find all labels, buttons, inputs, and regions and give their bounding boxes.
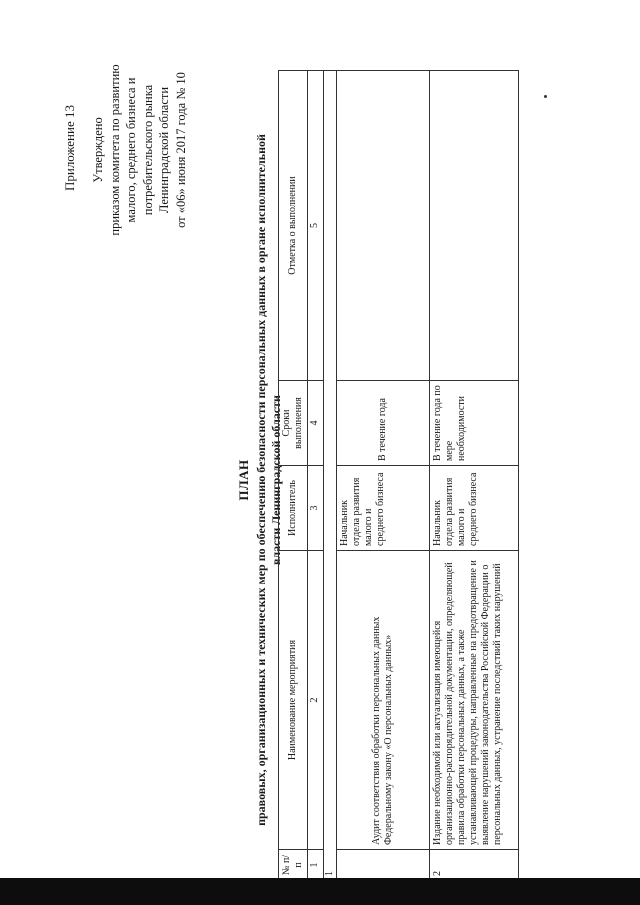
- row-term: В течение года по мере необходимости: [430, 381, 519, 466]
- header-mark: Отметка о выполнении: [279, 71, 308, 381]
- column-number: 1: [308, 850, 324, 881]
- row-name: Аудит соответствия обработки персональных данных Федеральному закону «О персональных данных»: [337, 551, 430, 850]
- header-name: Наименование мероприятия: [279, 551, 308, 850]
- row-number: 2: [430, 850, 519, 881]
- row-number: [337, 850, 430, 881]
- section-number: 1: [324, 71, 337, 881]
- column-number: 5: [308, 71, 324, 381]
- approval-line: малого, среднего бизнеса и: [124, 77, 138, 223]
- column-number: 3: [308, 466, 324, 551]
- header-term: Сроки выполнения: [279, 381, 308, 466]
- scan-edge-bar: [0, 878, 640, 905]
- row-term: В течение года: [337, 381, 430, 466]
- approval-block: [90, 50, 189, 250]
- table-row: [337, 71, 430, 881]
- row-mark: [337, 71, 430, 381]
- plan-subtitle: правовых, организационных и технических мер по обеспечению безопасности персональных данных в органе исполнительной власти Ленинградской области: [254, 134, 283, 826]
- row-mark: [430, 71, 519, 381]
- approval-line: от «06» июня 2017 года № 10: [173, 72, 188, 228]
- rotated-document-page: [40, 64, 600, 890]
- column-number-row: [308, 71, 324, 881]
- column-number: 4: [308, 381, 324, 466]
- section-row: [324, 71, 337, 881]
- plan-table: [278, 70, 519, 881]
- table-row: [430, 71, 519, 881]
- row-executor: Начальник отдела развития малого и среднего бизнеса: [337, 466, 430, 551]
- scan-speck: [544, 95, 547, 98]
- approval-line: приказом комитета по развитию: [107, 64, 122, 236]
- table-header-row: [279, 71, 308, 881]
- header-number: № п/п: [279, 850, 308, 881]
- appendix-label: Приложение 13: [62, 105, 77, 192]
- column-number: 2: [308, 551, 324, 850]
- row-name: Издание необходимой или актуализация имеющейся организационно-распорядительной документации, определяющей правила обработки персональных данных, а также устанавливающей процедуры, направленные на предотвращение и выявление нарушений законодательства Российской Федерации о персональных данных, устранение последствий таких нарушений: [430, 551, 519, 850]
- plan-title: ПЛАН: [236, 459, 251, 501]
- approval-line: Утверждено: [91, 117, 105, 183]
- approval-line: Ленинградской области: [157, 86, 171, 214]
- approval-line: потребительского рынка: [140, 84, 155, 216]
- row-executor: Начальник отдела развития малого и среднего бизнеса: [430, 466, 519, 551]
- header-executor: Исполнитель: [279, 466, 308, 551]
- plan-heading: [236, 80, 284, 880]
